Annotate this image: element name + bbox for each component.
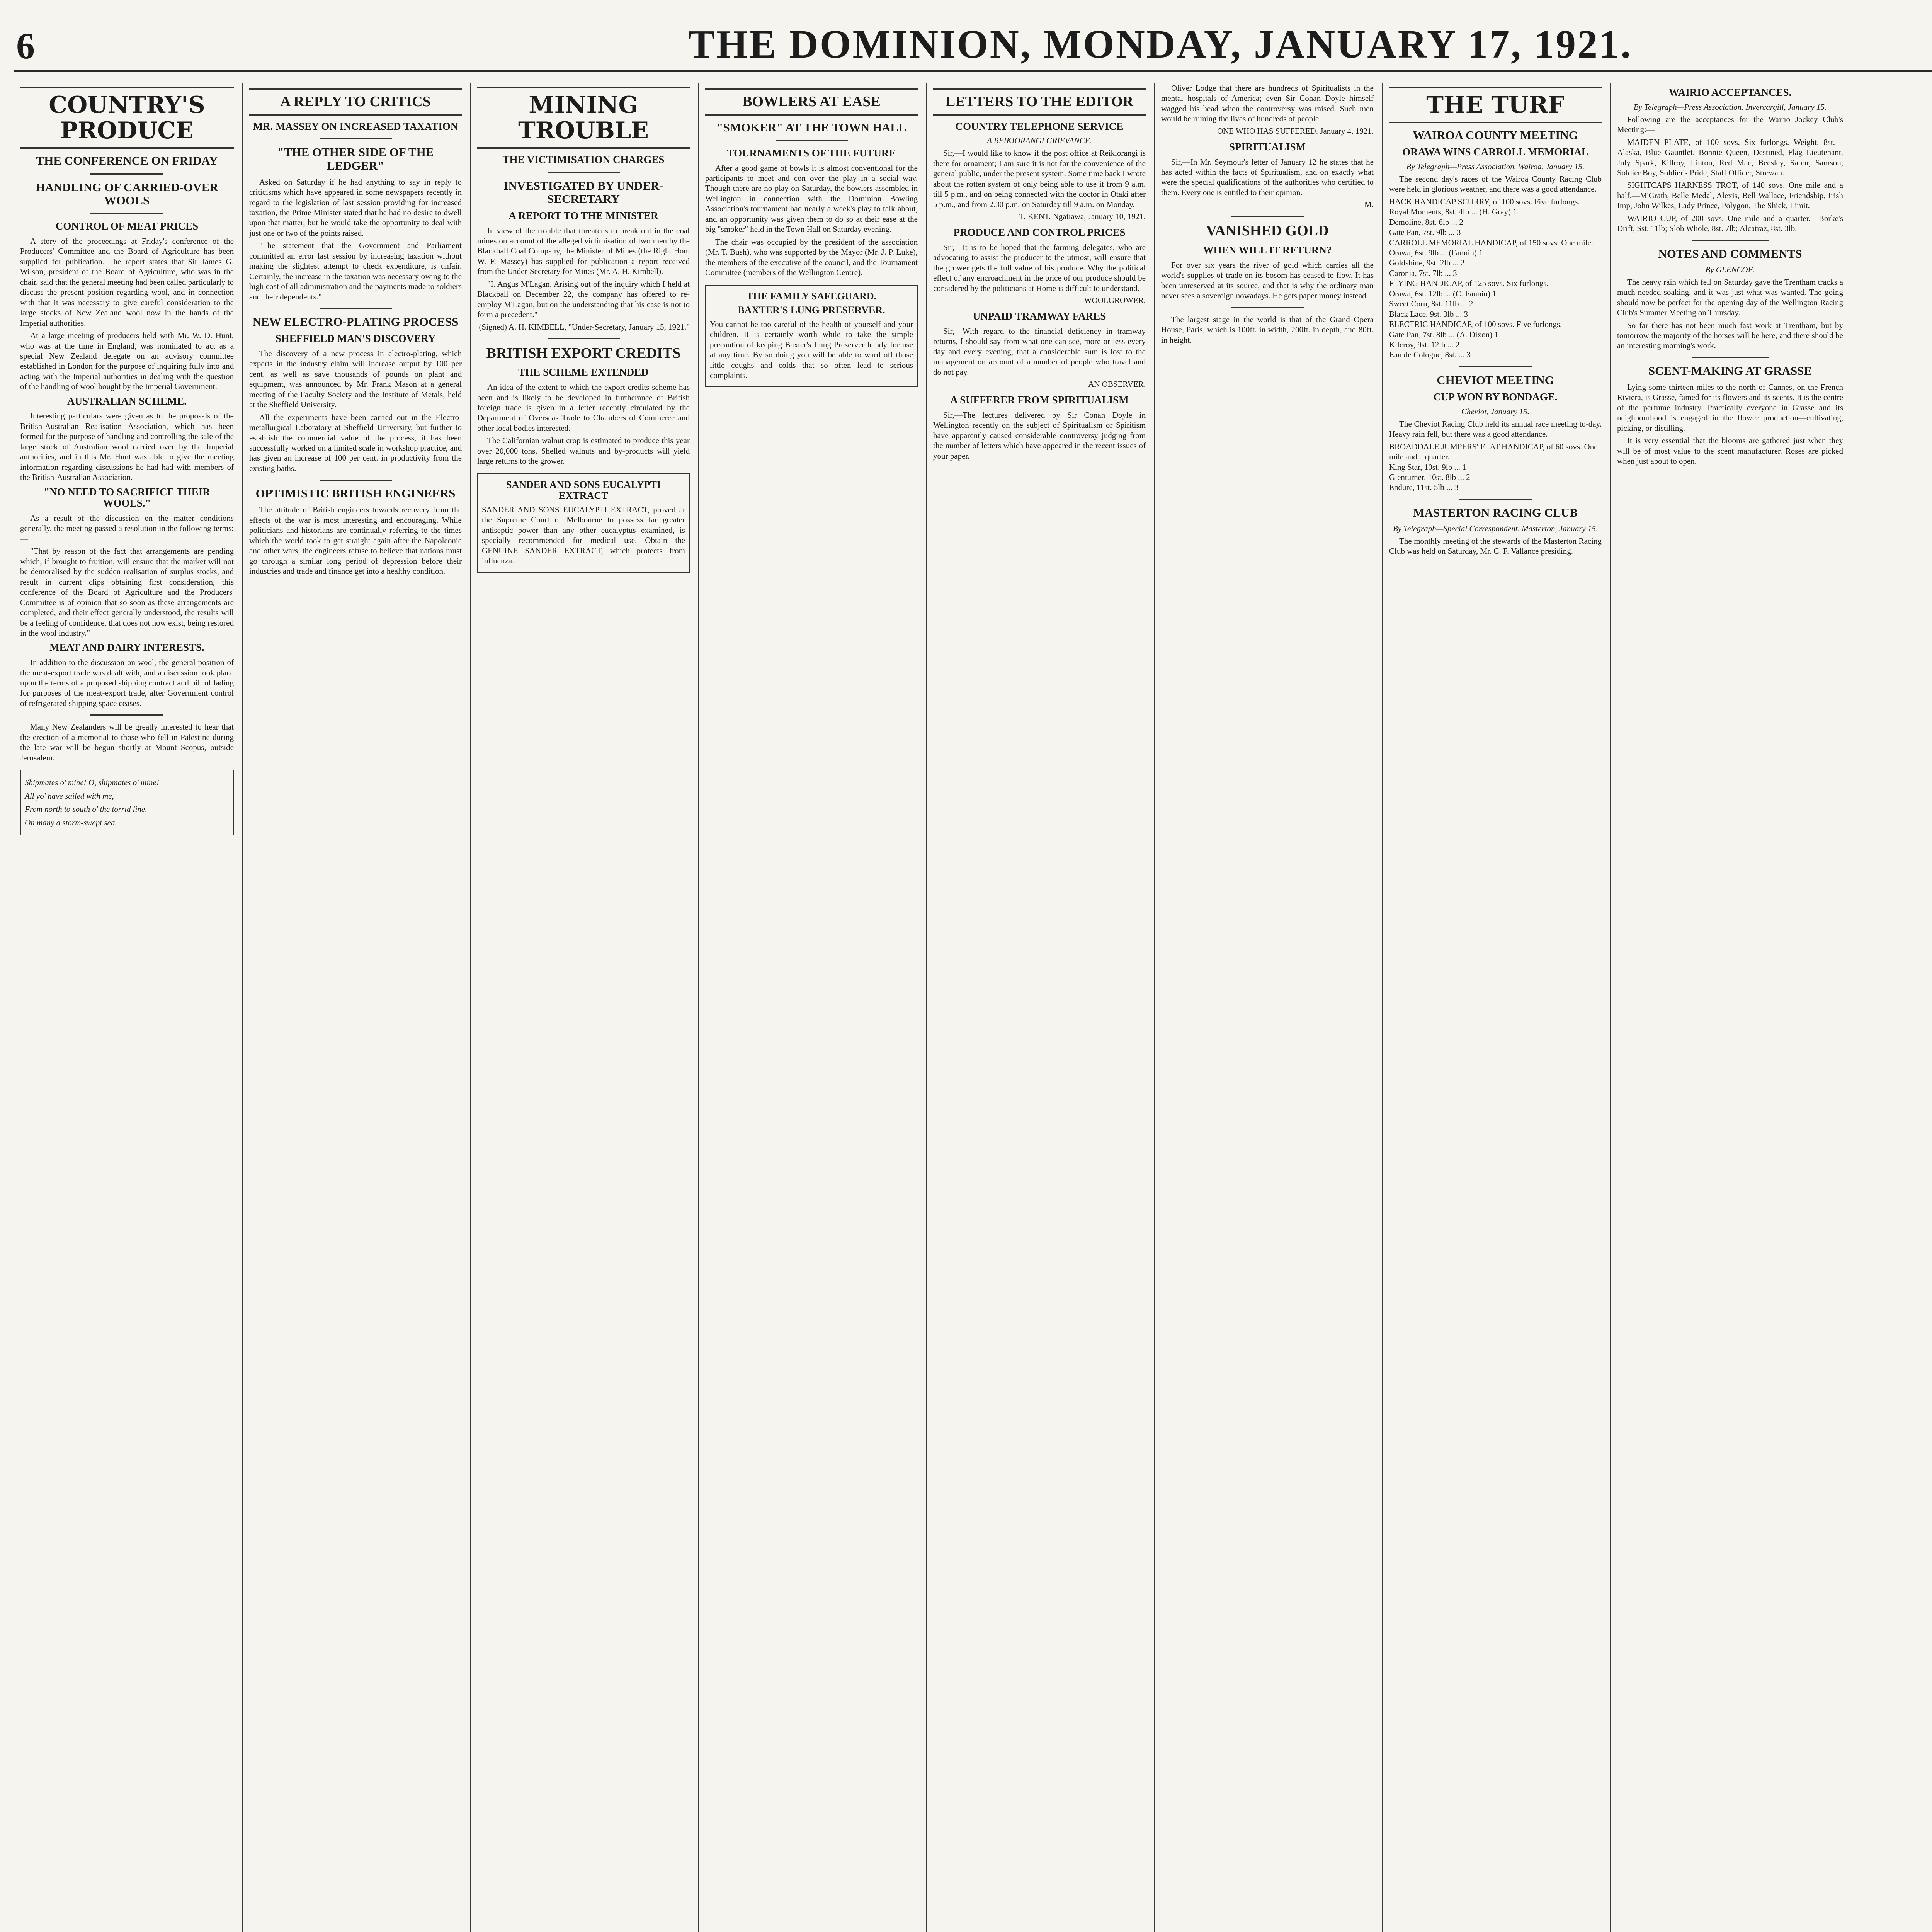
subhead-ledger: "THE OTHER SIDE OF THE LEDGER" [277,145,434,172]
subhead-report-minister: A REPORT TO THE MINISTER [509,209,658,221]
subhead-no-need: "NO NEED TO SACRIFICE THEIR WOOLS." [44,486,210,509]
page-number: 6 [16,25,35,66]
subhead-wairio-acceptances: WAIRIO ACCEPTANCES. [1668,87,1792,98]
advert-text: SANDER AND SONS EUCALYPTI EXTRACT, proved at the Supreme Court of Melbourne to possess far greater antiseptic power than any other eucalyptus examined, is specially recommended for medical use. Obtain the GENUINE SANDER EXTRACT, which protects from influenza. [482,505,685,566]
headline-scent-making: SCENT-MAKING AT GRASSE [1648,364,1812,378]
article-paragraph: Interesting particulars were given as to the proposals of the British-Australian Realisation Association, which has been formed for the purpose of handling and controlling the sale of the large stock of Australian wool carried over by the Imperial authorities, and in this Mr. Hunt was able to give the meeting information regarding discussions he had had with members of the British-Australian Association. [20,411,234,482]
article-paragraph: "The statement that the Government and Parliament committed an error last session by increasing taxation without making the slightest attempt to check expenditure, is unfair. Certainly, the increase in the taxation was necessary owing to the high cost of all administration and the payments made to soldiers and their dependents." [249,241,462,301]
headline-notes-comments: NOTES AND COMMENTS [1658,247,1802,260]
article-paragraph: A story of the proceedings at Friday's conference of the Producers' Committee and the Board of Agriculture has been supplied for publication. The report states that Sir James G. Wilson, president of the Board of Agriculture, who was in the chair, said that the general meeting had been called particularly to discuss the present position regarding wool, and in connection with that it was necessary to give careful consideration to the large stocks of New Zealand wool now in the hands of the Imperial authorities. [20,236,234,328]
article-paragraph: MAIDEN PLATE, of 100 sovs. Six furlongs. Weight, 8st.—Alaska, Blue Gauntlet, Bonnie Queen, Destined, Flag Lieutenant, July Spark, Killroy, Linton, Red Mac, Beesley, Sabor, Samson, Soldier Boy, Soldier's Pride, Staff Officer, Strewan. [1617,137,1843,177]
race-result: Royal Moments, 8st. 4lb ... (H. Gray) 1 [1389,207,1517,217]
article-paragraph: Following are the acceptances for the Wairio Jockey Club's Meeting:— [1617,114,1843,134]
subhead-smoker: "SMOKER" AT THE TOWN HALL [716,120,906,134]
advertisement-sander-extract [477,473,690,573]
article-paragraph: The attitude of British engineers towards recovery from the effects of the war is most interesting and encouraging. While politicians and historians are continually referring to the times which the world took to get straight again after the Napoleonic and other wars, the engineers refuse to believe that nations must go through a similar long period of depression before their industries and trade and finance get into a healthy condition. [249,505,462,576]
subhead-bondage: CUP WON BY BONDAGE. [1433,391,1558,403]
poem-line: On many a storm-swept sea. [25,818,117,827]
article-paragraph: The discovery of a new process in electro-plating, which experts in the industry claim will increase output by 100 per cent. as well as save thousands of pounds on plant and equipment, was announced by Mr. Frank Mason at a general meeting of the Faculty Society and the Institute of Metals, held at the Sheffield University. [249,349,462,410]
headline-mining-trouble: MINING TROUBLE [477,87,690,149]
race-result: Sweet Corn, 8st. 11lb ... 2 [1389,299,1473,309]
article-paragraph: The second day's races of the Wairoa County Racing Club were held in glorious weather, and there was a good attendance. [1389,174,1602,194]
letter-paragraph: Sir,—The lectures delivered by Sir Conan Doyle in Wellington recently on the subject of Spiritualism or Spiritism have apparently caused considerable controversy judging from the number of letters which have appeared in the recent issues of your paper. [933,410,1146,461]
divider [90,714,163,716]
headline-export-credits: BRITISH EXPORT CREDITS [486,345,681,361]
divider [1459,499,1532,500]
byline: Cheviot, January 15. [1461,406,1530,416]
advert-text: You cannot be too careful of the health of yourself and your children. It is certainly worth while to take the simple precaution of keeping Baxter's Lung Preserver handy for use at any time. By so doing you will be able to ward off those little coughs and colds that so often lead to serious complaints. [710,319,913,380]
signature: (Signed) A. H. KIMBELL, "Under-Secretary, January 15, 1921." [479,322,690,332]
headline-british-engineers: OPTIMISTIC BRITISH ENGINEERS [255,486,456,500]
column-letters-continued [1154,83,1380,1932]
column-letters [926,83,1152,1932]
letter-paragraph: Sir,—In Mr. Seymour's letter of January 12 he states that he has acted within the facts of Spiritualism, and on exactly what were the special qualifications of the authorities who certified to them. Every one is entitled to their opinion. [1161,157,1374,197]
headline-electro-plating: NEW ELECTRO-PLATING PROCESS [252,315,459,329]
article-paragraph: After a good game of bowls it is almost conventional for the participants to meet and con over the play in a social way. Though there are no play on Saturday, the bowlers assembled in Wellington in connection with the Dominion Bowling Association's tournament had nearly a week's play to talk about, and an opportunity was given them to do so at their ease at the big "smoker" held in the Town Hall on Saturday evening. [705,163,918,234]
subhead-australian-scheme: AUSTRALIAN SCHEME. [67,395,187,407]
letter-signature: ONE WHO HAS SUFFERED. January 4, 1921. [1217,126,1374,136]
divider [320,480,392,481]
article-paragraph: "I. Angus M'Lagan. Arising out of the inquiry which I held at Blackball on December 22, the company has offered to re-employ M'Lagan, but on the understanding that his case is not to form a precedent." [477,279,690,320]
article-paragraph: In addition to the discussion on wool, the general position of the meat-export trade was dealt with, and a discussion took place upon the terms of a proposed shipping contract and bill of lading for purposes of the meat-export trade, after Government control of refrigerated shipping space ceases. [20,658,234,708]
column-reply-to-critics [242,83,468,1932]
masthead [14,21,1932,72]
article-paragraph: An idea of the extent to which the export credits scheme has been and is likely to be developed in furtherance of British foreign trade is given in a letter recently circulated by the Department of Overseas Trade to Chambers of Commerce and other local bodies interested. [477,383,690,433]
article-paragraph: So far there has not been much fast work at Trentham, but by tomorrow the majority of the horses will be here, and there should be an interesting morning's work. [1617,320,1843,350]
race-result: Eau de Cologne, 8st. ... 3 [1389,350,1471,360]
race-result: BROADDALE JUMPERS' FLAT HANDICAP, of 60 sovs. One mile and a quarter. [1389,442,1598,462]
article-paragraph: The heavy rain which fell on Saturday gave the Trentham tracks a much-needed soaking, and it was just what was wanted. The going should now be perfect for the opening day of the Wellington Racing Club's Summer Meeting on Thursday. [1617,277,1843,318]
article-paragraph: Asked on Saturday if he had anything to say in reply to criticisms which have appeared in some newspapers recently in regard to the legislation of last session providing for increased taxation, the Prime Minister stated that he had no desire to dwell upon that matter, but he would take the opportunity to deal with just one or two of the points raised. [249,177,462,238]
headline-reply-to-critics: A REPLY TO CRITICS [249,88,462,116]
subhead-orawa: ORAWA WINS CARROLL MEMORIAL [1402,146,1588,158]
headline-bowlers-at-ease: BOWLERS AT EASE [705,88,918,116]
divider [1692,357,1769,358]
subhead-cheviot: CHEVIOT MEETING [1437,373,1554,387]
letter-paragraph: Oliver Lodge that there are hundreds of Spiritualists in the mental hospitals of America; even Sir Conan Doyle himself wagged his head when the controversy was raised. Such men would be ruining the lives of hundreds of people. [1161,83,1374,124]
divider [548,172,620,173]
article-paragraph: Many New Zealanders will be greatly interested to hear that the erection of a memorial to those who fell in Palestine during the late war will be begun shortly at Mount Scopus, outside Jerusalem. [20,722,234,762]
advert-subheading: BAXTER'S LUNG PRESERVER. [738,304,885,316]
advertisement-poem [20,770,234,835]
article-paragraph: In view of the trouble that threatens to break out in the coal mines on account of the alleged victimisation of two men by the Blackball Coal Company, the Minister of Mines (the Right Hon. W. F. Massey) has supplied for publication a report received from the Under-Secretary for Mines (Mr. A. H. Kimbell). [477,226,690,276]
byline: By Telegraph—Special Correspondent. Masterton, January 15. [1393,524,1598,533]
article-paragraph: The chair was occupied by the president of the association (Mr. T. Bush), who was supported by the Mayor (Mr. J. P. Luke), the members of the executive of the council, and the Tournament Committee (members of the Wellington Centre). [705,237,918,277]
subhead-grievance: A REIKIORANGI GRIEVANCE. [987,136,1092,146]
race-result: Gate Pan, 7st. 8lb ... (A. Dixon) 1 [1389,330,1498,339]
article-paragraph: For over six years the river of gold which carries all the world's supplies of trade on its bosom has ceased to flow. It has been unreserved at its source, and that is why the ordinary man never sees a sovereign nowadays. He gets paper money instead. [1161,260,1374,301]
divider [320,308,392,309]
race-result: FLYING HANDICAP, of 125 sovs. Six furlongs. [1389,279,1549,288]
article-paragraph: As a result of the discussion on the matter conditions generally, the meeting passed a resolution in the following terms:— [20,514,234,543]
poem-line: Shipmates o' mine! O, shipmates o' mine! [25,778,159,787]
race-result: Black Lace, 9st. 3lb ... 3 [1389,309,1468,319]
headline-the-turf: THE TURF [1389,87,1602,123]
subhead-wairoa: WAIROA COUNTY MEETING [1413,128,1578,142]
newspaper-title: THE DOMINION, MONDAY, JANUARY 17, 1921. [688,22,1633,66]
subhead-telephone: COUNTRY TELEPHONE SERVICE [955,120,1124,132]
race-result: ELECTRIC HANDICAP, of 100 sovs. Five furlongs. [1389,320,1562,329]
subhead-tournaments: TOURNAMENTS OF THE FUTURE [727,147,896,159]
subhead-wools: HANDLING OF CARRIED-OVER WOOLS [36,180,218,207]
poem-line: All yo' have sailed with me, [25,791,114,801]
column-bowlers [698,83,924,1932]
subhead-spiritualism-sufferer: A SUFFERER FROM SPIRITUALISM [950,394,1129,406]
subhead-when-return: WHEN WILL IT RETURN? [1203,244,1332,256]
divider [1692,240,1769,241]
letter-paragraph: Sir,—It is to be hoped that the farming delegates, who are advocating to assist the producer to the utmost, will ensure that the grower gets the full value of his produce. Why the political effect of any encroachment in the price of our produce should be considered by the politicians at Home is difficult to understand. [933,242,1146,293]
column-the-turf [1382,83,1608,1932]
race-result: Kilcroy, 9st. 12lb ... 2 [1389,340,1460,350]
letter-paragraph: Sir,—I would like to know if the post office at Reikiorangi is there for ornament; I am sure it is not for the convenience of the general public, under the present system. Some time back I wrote about the rotten system of only being able to use it from 9 a.m. till 5 p.m., and on being connected with the doctor in Otaki after 5 p.m., and from 2.30 p.m. on Saturday till 9 a.m. on Monday. [933,148,1146,209]
letter-paragraph: Sir,—With regard to the financial deficiency in tramway returns, I should say from what one can see, more or less every day and every evening, that a considerable sum is lost to the management on account of a number of people who travel and do not pay. [933,326,1146,377]
article-paragraph: "That by reason of the fact that arrangements are pending which, if brought to fruition, will ensure that the market will not be demoralised by the sudden realisation of surplus stocks, and result in current clips obtaining first consideration, this conference of the Board of Agriculture and the Producers' Committee is of opinion that so soon as these arrangements are completed, and their effect generally understood, the results will be a feeling of confidence, that does not now exist, being restored in the wool industry." [20,546,234,638]
article-paragraph: The monthly meeting of the stewards of the Masterton Racing Club was held on Saturday, Mr. C. F. Vallance presiding. [1389,536,1602,556]
subhead-conference: THE CONFERENCE ON FRIDAY [36,154,218,167]
column-mining-trouble [470,83,696,1932]
race-result: Orawa, 6st. 12lb ... (C. Fannin) 1 [1389,289,1497,298]
advert-heading: THE FAMILY SAFEGUARD. [746,290,877,302]
article-paragraph: WAIRIO CUP, of 200 sovs. One mile and a quarter.—Borke's Drift, Sst. 11lb; Slob Whole, 8st. 7lb; Alcatraz, 8st. 3lb. [1617,213,1843,233]
subhead-scheme-extended: THE SCHEME EXTENDED [518,366,649,378]
subhead-investigated: INVESTIGATED BY UNDER-SECRETARY [503,179,663,206]
subhead-tramway-fares: UNPAID TRAMWAY FARES [973,310,1106,322]
race-result: Orawa, 6st. 9lb ... (Fannin) 1 [1389,248,1483,257]
advertisement-baxters [705,285,918,388]
byline: By GLENCOE. [1705,265,1755,274]
subhead-spiritualism: SPIRITUALISM [1229,141,1306,153]
race-result: Glenturner, 10st. 8lb ... 2 [1389,472,1470,482]
article-paragraph: The largest stage in the world is that of the Grand Opera House, Paris, which is 100ft. in width, 200ft. in depth, and 80ft. in height. [1161,315,1374,345]
divider [90,213,163,214]
byline: By Telegraph—Press Association. Wairoa, January 15. [1406,162,1585,171]
subhead-masterton: MASTERTON RACING CLUB [1413,505,1578,519]
divider [1231,216,1304,217]
divider [90,173,163,175]
divider [1459,366,1532,367]
article-paragraph: The Californian walnut crop is estimated to produce this year over 20,000 tons. Shelled walnuts and by-products will yield large returns to the grower. [477,436,690,466]
letter-signature: T. KENT. Ngatiawa, January 10, 1921. [1019,212,1146,221]
divider [1231,307,1304,308]
race-result: Demoline, 8st. 6lb ... 2 [1389,217,1463,227]
subhead-victimisation: THE VICTIMISATION CHARGES [502,154,665,165]
letter-signature: AN OBSERVER. [1088,379,1146,389]
subhead-meat-dairy: MEAT AND DAIRY INTERESTS. [49,641,204,653]
divider [548,338,620,339]
letter-signature: WOOLGROWER. [1084,296,1146,305]
article-paragraph: The Cheviot Racing Club held its annual race meeting to-day. Heavy rain fell, but there was a good attendance. [1389,419,1602,439]
byline: By Telegraph—Press Association. Invercargill, January 15. [1633,102,1827,112]
race-result: Goldshine, 9st. 2lb ... 2 [1389,258,1465,268]
column-wairio-notes [1610,83,1932,1932]
advert-heading: SANDER AND SONS EUCALYPTI EXTRACT [506,479,661,502]
race-result: CARROLL MEMORIAL HANDICAP, of 150 sovs. One mile. [1389,238,1594,247]
article-paragraph: SIGHTCAPS HARNESS TROT, of 140 sovs. One mile and a half.—M'Grath, Belle Medal, Alexis, Bell Wallace, Friendship, Irish Imp, John Wilkes, Lady Prince, Polygon, The Shiek, Limit. [1617,180,1843,211]
subhead-massey: MR. MASSEY ON INCREASED TAXATION [253,120,458,132]
column-wairio-inner [1617,87,1843,466]
race-result: HACK HANDICAP SCURRY, of 100 sovs. Five furlongs. [1389,197,1580,206]
headline-vanished-gold: VANISHED GOLD [1206,223,1329,239]
letter-signature: M. [1364,200,1374,209]
poem-line: From north to south o' the torrid line, [25,804,147,814]
article-paragraph: It is very essential that the blooms are gathered just when they will be of most value to the scent manufacturer. Roses are picked when just about to open. [1617,436,1843,466]
article-paragraph: At a large meeting of producers held with Mr. W. D. Hunt, who was at the time in England, was nominated to act as a special New Zealand delegate on an advisory committee established in London for the purpose of inquiring fully into and acting with the Imperial authorities in dealing with the question of the handling of wool bought by the Imperial Government. [20,331,234,391]
subhead-produce-prices: PRODUCE AND CONTROL PRICES [953,226,1126,238]
headline-letters-to-editor: LETTERS TO THE EDITOR [933,88,1146,116]
race-result: Caronia, 7st. 7lb ... 3 [1389,268,1457,278]
subhead-meat-prices: CONTROL OF MEAT PRICES [55,220,199,232]
race-result: Endure, 11st. 5lb ... 3 [1389,483,1459,492]
subhead-sheffield: SHEFFIELD MAN'S DISCOVERY [275,333,436,345]
article-paragraph: Lying some thirteen miles to the north of Cannes, on the French Riviera, is Grasse, famed for its flowers and its scents. It is the centre of the perfume industry. Practically everyone in Grasse and its neighbourhood is engaged in the flower production—cultivating, picking, or distilling. [1617,383,1843,433]
column-country-produce [14,83,240,1932]
divider [320,138,392,139]
headline-country-produce: COUNTRY'S PRODUCE [20,87,234,149]
race-result: Gate Pan, 7st. 9lb ... 3 [1389,228,1461,237]
race-result: King Star, 10st. 9lb ... 1 [1389,462,1466,472]
article-paragraph: All the experiments have been carried out in the Electro-metallurgical Laboratory at Sheffield University, but further to establish the commercial value of the process, it has been successfully worked on a limited scale in workshop practice, and has given an increase of 100 per cent. in productivity from the existing baths. [249,412,462,473]
divider [776,140,848,141]
